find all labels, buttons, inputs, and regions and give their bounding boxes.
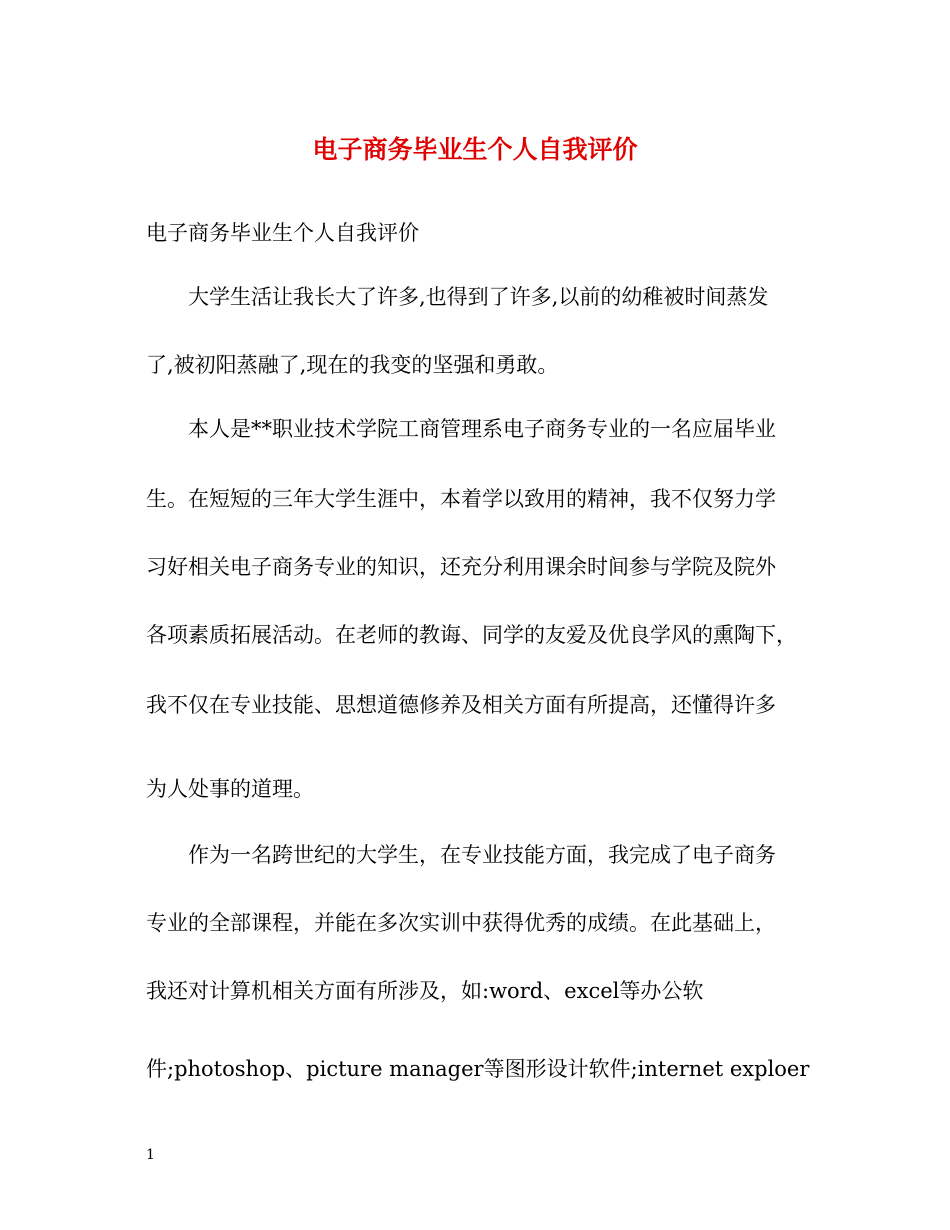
text-line-5: 生。在短短的三年大学生涯中，本着学以致用的精神，我不仅努力学: [146, 487, 776, 511]
text-line-6: 习好相关电子商务专业的知识，还充分利用课余时间参与学院及院外: [146, 555, 776, 579]
text-line-11: 专业的全部课程，并能在多次实训中获得优秀的成绩。在此基础上，: [146, 911, 776, 935]
text-line-3: 了,被初阳蒸融了,现在的我变的坚强和勇敢。: [146, 353, 559, 377]
text-line-12: 我还对计算机相关方面有所涉及，如:word、excel等办公软: [146, 979, 704, 1003]
text-line-7: 各项素质拓展活动。在老师的教诲、同学的友爱及优良学风的熏陶下，: [146, 623, 797, 647]
text-line-2: 大学生活让我长大了许多,也得到了许多,以前的幼稚被时间蒸发: [188, 285, 769, 309]
text-line-13: 件;photoshop、picture manager等图形设计软件;internet exploer: [146, 1057, 810, 1081]
text-line-10: 作为一名跨世纪的大学生，在专业技能方面，我完成了电子商务: [188, 843, 776, 867]
page-number: 1: [146, 1147, 155, 1163]
text-line-8: 我不仅在专业技能、思想道德修养及相关方面有所提高，还懂得许多: [146, 693, 776, 717]
text-line-9: 为人处事的道理。: [146, 777, 314, 801]
text-line-4: 本人是**职业技术学院工商管理系电子商务专业的一名应届毕业: [188, 417, 776, 441]
document-title: 电子商务毕业生个人自我评价: [312, 135, 638, 164]
text-line-1: 电子商务毕业生个人自我评价: [146, 221, 419, 245]
